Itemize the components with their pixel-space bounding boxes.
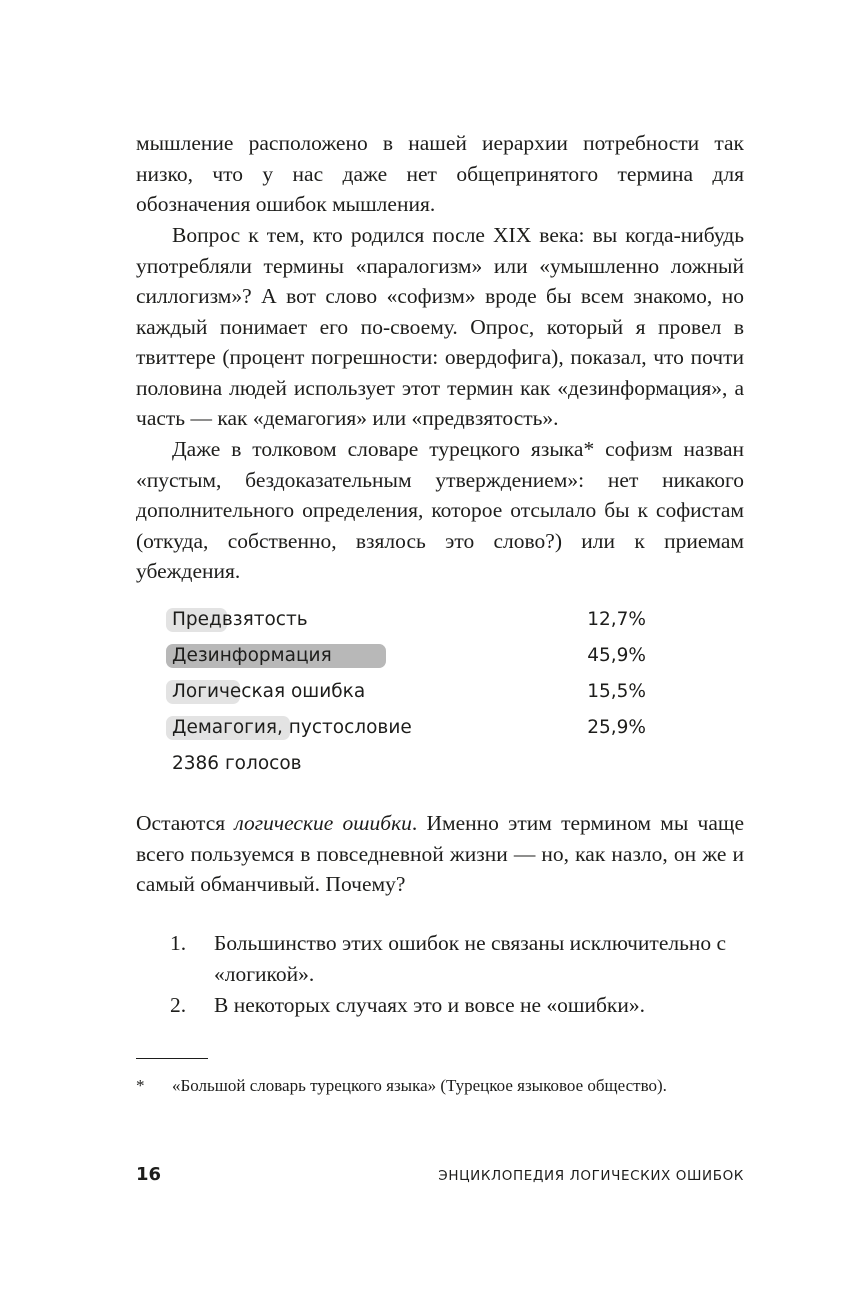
running-head: ЭНЦИКЛОПЕДИЯ ЛОГИЧЕСКИХ ОШИБОК xyxy=(438,1168,744,1184)
paragraph-3-start: Даже в толковом словаре турецкого языка xyxy=(172,437,584,461)
list-item-number: 1. xyxy=(170,931,187,955)
poll-option-label: Логическая ошибка xyxy=(172,681,366,702)
list-item-number: 2. xyxy=(170,993,187,1017)
footnote-reference: * xyxy=(583,437,595,461)
poll-option xyxy=(166,676,646,712)
footnote-text: «Большой словарь турецкого языка» (Турецкое языковое общество). xyxy=(172,1076,667,1095)
footnote-divider xyxy=(136,1058,208,1059)
page-number: 16 xyxy=(136,1164,162,1185)
poll-option-percent: 25,9% xyxy=(587,717,646,738)
paragraph-3 xyxy=(136,434,744,587)
poll-option-label: Демагогия, пустословие xyxy=(172,717,412,738)
paragraph-4-start: Остаются xyxy=(136,811,235,835)
poll-option-percent: 12,7% xyxy=(587,609,646,630)
poll-option xyxy=(166,640,646,676)
twitter-poll-results xyxy=(166,604,646,774)
paragraph-1: мышление расположено в нашей иерархии потребности так низко, что у нас даже нет общепринятого термина для обозначения ошибок мышления. xyxy=(136,131,744,216)
footnote-mark: * xyxy=(136,1076,145,1095)
italic-term: логические ошибки xyxy=(234,811,412,835)
list-item xyxy=(136,928,744,989)
poll-option-label: Дезинформация xyxy=(172,645,332,666)
paragraph-4 xyxy=(136,808,744,900)
list-item-text: Большинство этих ошибок не связаны исключительно с «логикой». xyxy=(214,931,727,986)
poll-option-percent: 45,9% xyxy=(587,645,646,666)
list-item-text: В некоторых случаях это и вовсе не «ошибки». xyxy=(214,993,646,1017)
poll-option xyxy=(166,604,646,640)
poll-vote-count: 2386 голосов xyxy=(172,753,302,774)
poll-option-percent: 15,5% xyxy=(587,681,646,702)
poll-option xyxy=(166,712,646,748)
paragraph-2: Вопрос к тем, кто родился после XIX века: вы когда-нибудь употребляли термины «паралогизм» или «умышленно ложный силлогизм»? А вот слово «софизм» вроде бы всем знакомо, но каждый понимает его по-своему. Опрос, который я провел в твиттере (процент погрешности: овердофига), показал, что почти половина людей использует этот термин как «дезинформация», а часть — как «демагогия» или «предвзятость». xyxy=(136,223,744,430)
poll-option-label: Предвзятость xyxy=(172,609,308,630)
paragraph-3-end: софизм назван «пустым, бездоказательным утверждением»: нет никакого дополнительного определения, которое отсылало бы к софистам (откуда, собственно, взялось это слово?) или к приемам убеждения. xyxy=(136,437,744,583)
list-item xyxy=(136,990,744,1021)
numbered-list xyxy=(136,928,744,1022)
paragraph-4-end: . Именно этим термином мы чаще всего пользуемся в повседневной жизни — но, как назло, он же и самый обманчивый. Почему? xyxy=(136,811,744,896)
